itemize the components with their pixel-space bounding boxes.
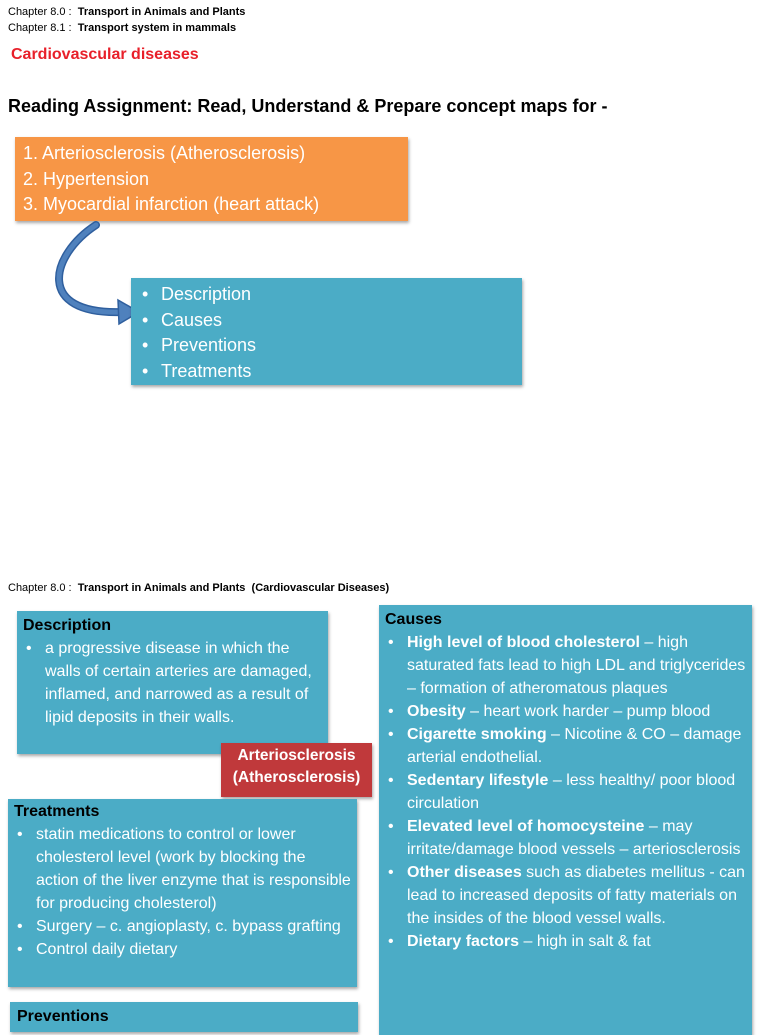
cause-detail: – less healthy/ poor blood circulation [407,772,736,812]
causes-box [379,605,752,1035]
cause-name: Sedentary lifestyle [407,772,549,789]
disease-item: 3. Myocardial infarction (heart attack) [23,194,320,214]
preventions-title: Preventions [17,1008,109,1025]
cause-item [385,631,746,700]
assignment-heading: Reading Assignment: Read, Understand & Prepare concept maps for - [8,96,608,116]
chapter-title: Transport in Animals and Plants [77,6,246,18]
chapter-prefix: Chapter 8.0 : [8,6,72,18]
cause-detail: – may irritate/damage blood vessels – arteriosclerosis [407,818,741,858]
cause-name: Other diseases [407,864,522,881]
cause-name: Elevated level of homocysteine [407,818,645,835]
cause-name: Obesity [407,703,466,720]
cause-item [385,815,746,861]
chapter-title: Transport in Animals and Plants [77,582,246,594]
cause-item [385,723,746,769]
aspect-item: • Description [139,282,514,308]
aspect-item: • Causes [139,308,514,334]
description-title: Description [23,617,112,634]
diseases-box [15,137,408,221]
cause-item [385,930,746,953]
cause-detail: such as diabetes mellitus - can lead to increased deposits of fatty materials on the insides of the blood vessel walls. [407,864,745,927]
cause-detail: – high saturated fats lead to high LDL and triglycerides – formation of atheromatous plaques [407,634,746,697]
cause-item [385,769,746,815]
cause-detail: – heart work harder – pump blood [465,703,711,720]
chapter-prefix: Chapter 8.0 : [8,582,72,594]
cause-name: Cigarette smoking [407,726,547,743]
treatment-item: • Surgery – c. angioplasty, c. bypass grafting [14,915,351,938]
cause-item [385,861,746,930]
description-box [17,611,328,754]
treatments-title: Treatments [14,803,100,820]
cause-item [385,700,746,723]
page2-chapter-header [8,580,389,596]
disease-item: 1. Arteriosclerosis (Atherosclerosis) [23,143,306,163]
disease-label-line: (Atherosclerosis) [232,769,361,786]
treatment-item: • Control daily dietary [14,938,351,961]
disease-label-line: Arteriosclerosis [237,747,356,764]
aspect-item: • Treatments [139,359,514,385]
causes-title: Causes [385,611,442,628]
treatment-item: • statin medications to control or lower cholesterol level (work by blocking the action of the liver enzyme that is responsible for producing cholesterol) [14,823,351,915]
preventions-box [10,1002,358,1032]
cause-detail: – high in salt & fat [519,933,651,950]
disease-label [221,743,372,797]
cause-name: High level of blood cholesterol [407,634,640,651]
chapter-header [8,4,245,20]
disease-item: 2. Hypertension [23,168,150,189]
cause-detail: – Nicotine & CO – damage arterial endothelial. [407,726,742,766]
chapter-suffix: (Cardiovascular Diseases) [251,582,390,594]
aspect-item: • Preventions [139,333,514,359]
treatments-box [8,799,357,987]
section-title: Cardiovascular diseases [11,46,199,63]
aspects-box [131,278,522,385]
sub-chapter-prefix: Chapter 8.1 : [8,22,72,34]
sub-chapter-header [8,20,236,36]
description-item: • a progressive disease in which the walls of certain arteries are damaged, inflamed, and narrowed as a result of lipid deposits in their walls. [23,637,322,729]
cause-name: Dietary factors [407,933,520,950]
sub-chapter-title: Transport system in mammals [77,22,237,34]
